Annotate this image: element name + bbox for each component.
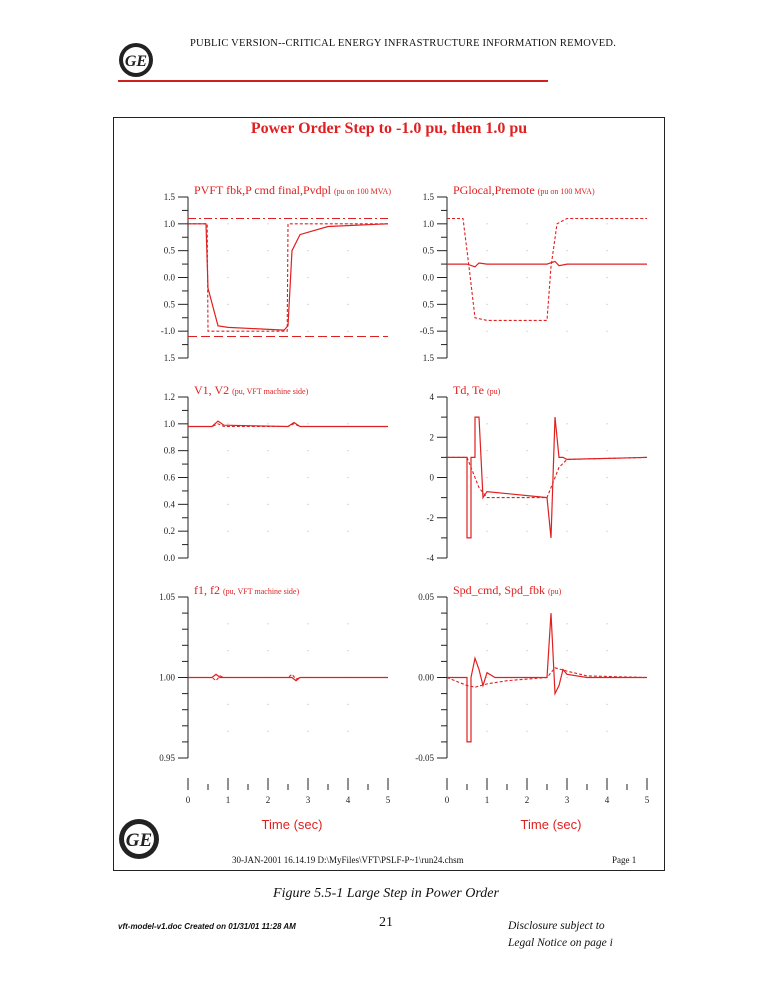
grid-dot [486, 423, 487, 424]
y-tick-label: 0.00 [418, 672, 434, 683]
grid-dot [526, 450, 527, 451]
grid-dot [606, 331, 607, 332]
y-tick-label: 0.5 [163, 299, 175, 310]
grid-dot [227, 731, 228, 732]
grid-dot [267, 250, 268, 251]
grid-dot [526, 277, 527, 278]
x-tick-label: 0 [444, 795, 450, 805]
disclosure-note [508, 918, 613, 952]
grid-dot [347, 623, 348, 624]
panel-title-3: V1, V2 (pu, VFT machine side) [194, 383, 309, 397]
figure-footer-text: 30-JAN-2001 16.14.19 D:\MyFiles\VFT\PSLF-P~1\run24.chsm [232, 855, 464, 865]
grid-dot [267, 450, 268, 451]
y-tick-label: 1.0 [163, 218, 175, 229]
grid-dot [227, 450, 228, 451]
grid-dot [347, 704, 348, 705]
grid-dot [606, 304, 607, 305]
grid-dot [307, 650, 308, 651]
grid-dot [486, 277, 487, 278]
figure-page-label: Page 1 [612, 855, 637, 865]
grid-dot [606, 623, 607, 624]
grid-dot [307, 477, 308, 478]
x-tick-label: 1 [484, 795, 490, 805]
grid-dot [307, 331, 308, 332]
y-tick-label: 0 [429, 472, 434, 483]
header-text: PUBLIC VERSION--CRITICAL ENERGY INFRASTRUCTURE INFORMATION REMOVED. [190, 38, 617, 49]
x-tick-label: 4 [604, 795, 610, 805]
y-tick-label: -0.5 [419, 326, 434, 337]
grid-dot [566, 677, 567, 678]
y-tick-label: 1.0 [163, 418, 175, 429]
y-tick-label: 0.2 [163, 526, 175, 537]
y-tick-label: 4 [429, 392, 434, 402]
x-tick-label: 3 [564, 795, 570, 805]
y-tick-label: 0.6 [163, 472, 175, 483]
panel-subtitle: (pu on 100 MVA) [537, 187, 595, 196]
grid-dot [606, 450, 607, 451]
x-tick-label: 1 [225, 795, 231, 805]
grid-dot [227, 250, 228, 251]
series-line-4-2 [447, 457, 647, 497]
panel-subtitle: (pu) [548, 587, 562, 596]
grid-dot [606, 250, 607, 251]
grid-dot [566, 477, 567, 478]
panel-subtitle: (pu, VFT machine side) [223, 587, 300, 596]
grid-dot [307, 704, 308, 705]
grid-dot [307, 531, 308, 532]
panel-subtitle: (pu, VFT machine side) [232, 387, 309, 396]
x-axis-label-2: Time (sec) [520, 817, 582, 832]
grid-dot [227, 704, 228, 705]
grid-dot [307, 450, 308, 451]
grid-dot [486, 450, 487, 451]
grid-dot [566, 450, 567, 451]
series-line-2-2 [447, 219, 647, 321]
grid-dot [526, 650, 527, 651]
y-tick-label: 1.0 [422, 218, 434, 229]
panel-title-2: PGlocal,Premote (pu on 100 MVA) [453, 183, 595, 197]
grid-dot [227, 623, 228, 624]
x-tick-label: 0 [185, 795, 191, 805]
grid-dot [227, 650, 228, 651]
grid-dot [486, 531, 487, 532]
x-tick-label: 4 [345, 795, 351, 805]
x-tick-label: 5 [385, 795, 391, 805]
grid-dot [267, 277, 268, 278]
y-tick-label: 1.5 [163, 192, 175, 202]
grid-dot [606, 477, 607, 478]
grid-dot [227, 223, 228, 224]
grid-dot [267, 504, 268, 505]
grid-dot [486, 304, 487, 305]
y-tick-label: 0.5 [422, 299, 434, 310]
grid-dot [486, 331, 487, 332]
grid-dot [347, 423, 348, 424]
grid-dot [307, 277, 308, 278]
grid-dot [606, 223, 607, 224]
grid-dot [566, 650, 567, 651]
grid-dot [347, 450, 348, 451]
grid-dot [267, 623, 268, 624]
grid-dot [566, 704, 567, 705]
grid-dot [606, 704, 607, 705]
grid-dot [526, 250, 527, 251]
grid-dot [347, 504, 348, 505]
grid-dot [347, 477, 348, 478]
y-tick-label: 0.8 [163, 445, 175, 456]
grid-dot [267, 304, 268, 305]
grid-dot [307, 731, 308, 732]
grid-dot [606, 504, 607, 505]
grid-dot [347, 531, 348, 532]
grid-dot [526, 531, 527, 532]
x-tick-label: 5 [644, 795, 650, 805]
y-tick-label: 0.0 [163, 272, 175, 283]
y-tick-label: 0.0 [422, 272, 434, 283]
series-line-4-1 [447, 417, 647, 538]
grid-dot [606, 277, 607, 278]
grid-dot [267, 423, 268, 424]
doc-file-info: vft-model-v1.doc Created on 01/31/01 11:28 AM [118, 922, 296, 931]
grid-dot [307, 504, 308, 505]
svg-text:GE: GE [125, 830, 153, 851]
panel-subtitle: (pu on 100 MVA) [334, 187, 391, 196]
grid-dot [267, 477, 268, 478]
grid-dot [526, 223, 527, 224]
grid-dot [307, 623, 308, 624]
grid-dot [526, 423, 527, 424]
grid-dot [566, 731, 567, 732]
y-tick-label: 2 [429, 432, 434, 443]
grid-dot [486, 677, 487, 678]
grid-dot [606, 423, 607, 424]
grid-dot [526, 623, 527, 624]
grid-dot [267, 731, 268, 732]
y-tick-label: 0.0 [163, 553, 175, 563]
grid-dot [486, 250, 487, 251]
panel-title-4: Td, Te (pu) [453, 383, 501, 397]
y-tick-label: -0.05 [415, 753, 434, 763]
grid-dot [486, 223, 487, 224]
y-tick-label: -2 [426, 512, 434, 523]
page-number: 21 [379, 915, 393, 930]
y-tick-label: 1.00 [159, 672, 175, 683]
grid-dot [526, 331, 527, 332]
grid-dot [227, 423, 228, 424]
y-tick-label: 0.4 [163, 499, 175, 510]
grid-dot [347, 277, 348, 278]
x-tick-label: 2 [524, 795, 530, 805]
y-tick-label: 1.5 [422, 353, 434, 363]
grid-dot [566, 277, 567, 278]
grid-dot [566, 331, 567, 332]
x-axis-label-1: Time (sec) [261, 817, 323, 832]
series-line-3-2 [188, 424, 388, 427]
y-tick-label: 0.05 [418, 592, 434, 602]
grid-dot [486, 704, 487, 705]
grid-dot [227, 531, 228, 532]
x-tick-label: 3 [305, 795, 311, 805]
grid-dot [227, 504, 228, 505]
grid-dot [486, 623, 487, 624]
grid-dot [486, 731, 487, 732]
grid-dot [347, 731, 348, 732]
grid-dot [347, 331, 348, 332]
grid-dot [566, 623, 567, 624]
panel-title-5: f1, f2 (pu, VFT machine side) [194, 583, 300, 597]
grid-dot [566, 223, 567, 224]
svg-text:GE: GE [124, 53, 148, 70]
grid-dot [307, 304, 308, 305]
series-line-2-1 [447, 261, 647, 266]
grid-dot [347, 304, 348, 305]
grid-dot [486, 477, 487, 478]
x-tick-label: 2 [265, 795, 271, 805]
y-tick-label: 0.5 [422, 245, 434, 256]
disclosure-line-1: Disclosure subject to [508, 920, 605, 932]
grid-dot [526, 731, 527, 732]
y-tick-label: 1.5 [163, 353, 175, 363]
figure-title: Power Order Step to -1.0 pu, then 1.0 pu [250, 120, 528, 137]
grid-dot [526, 477, 527, 478]
figure-caption: Figure 5.5-1 Large Step in Power Order [273, 886, 499, 901]
grid-dot [267, 531, 268, 532]
grid-dot [267, 223, 268, 224]
grid-dot [307, 423, 308, 424]
grid-dot [566, 423, 567, 424]
y-tick-label: 1.5 [422, 192, 434, 202]
y-tick-label: -4 [426, 553, 434, 563]
grid-dot [227, 277, 228, 278]
y-tick-label: 0.95 [159, 753, 175, 763]
grid-dot [566, 504, 567, 505]
grid-dot [606, 731, 607, 732]
panel-title-6: Spd_cmd, Spd_fbk (pu) [453, 583, 562, 597]
grid-dot [347, 250, 348, 251]
grid-dot [267, 650, 268, 651]
grid-dot [227, 304, 228, 305]
grid-dot [486, 504, 487, 505]
grid-dot [526, 304, 527, 305]
grid-dot [526, 504, 527, 505]
grid-dot [606, 650, 607, 651]
grid-dot [347, 650, 348, 651]
y-tick-label: 1.2 [163, 392, 175, 402]
grid-dot [606, 531, 607, 532]
grid-dot [566, 304, 567, 305]
y-tick-label: -1.0 [160, 326, 175, 337]
grid-dot [227, 477, 228, 478]
y-tick-label: 1.05 [159, 592, 175, 602]
grid-dot [307, 250, 308, 251]
grid-dot [526, 704, 527, 705]
grid-dot [566, 250, 567, 251]
panel-title-1: PVFT fbk,P cmd final,Pvdpl (pu on 100 MVA) [194, 183, 391, 197]
disclosure-line-2: Legal Notice on page i [508, 937, 613, 949]
panel-subtitle: (pu) [486, 387, 501, 396]
grid-dot [566, 531, 567, 532]
grid-dot [486, 650, 487, 651]
grid-dot [267, 704, 268, 705]
y-tick-label: 0.5 [163, 245, 175, 256]
